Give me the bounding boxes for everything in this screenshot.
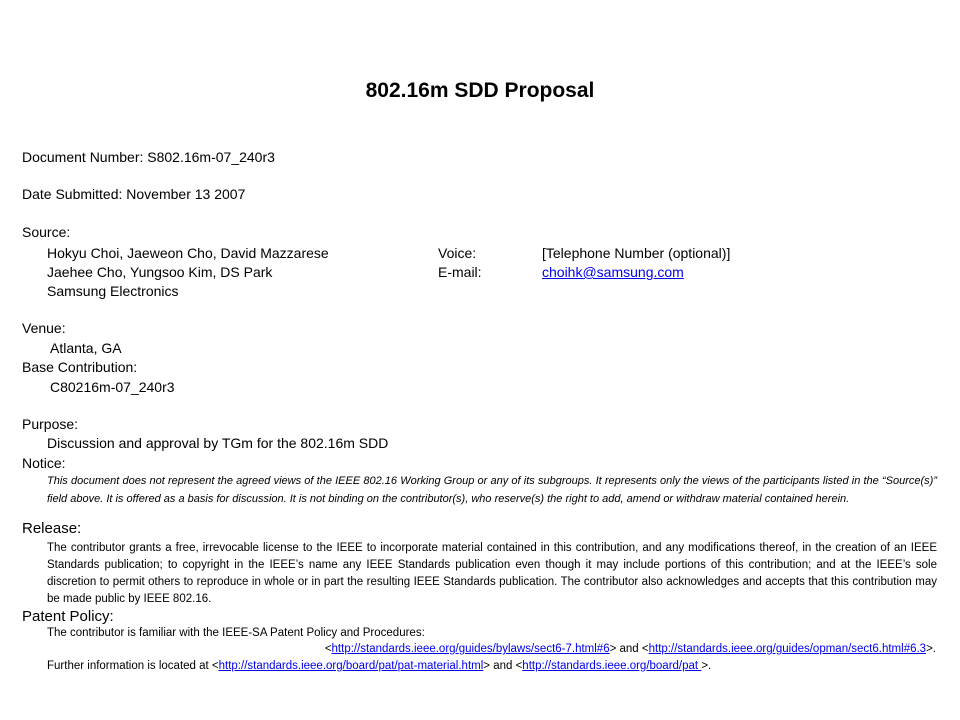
release-text: The contributor grants a free, irrevocable license to the IEEE to incorporate material contained in this contribution, and any modifications thereof, in the creation of an IEEE Standards publication; to copyright in the IEEE’s name any IEEE Standards publication even though it may include portions of this contribution; and at the IEEE’s sole discretion to permit others to reproduce in whole or in part the resulting IEEE Standards publication. The contributor also acknowledges and accepts that this contribution may be made public by IEEE 802.16. <box>47 542 937 605</box>
links-mid: > and < <box>609 643 649 655</box>
purpose-heading: Purpose: <box>22 416 79 432</box>
source-heading: Source: <box>22 224 71 240</box>
source-organization: Samsung Electronics <box>47 283 179 299</box>
further-info-prefix: Further information is located at < <box>47 660 219 672</box>
voice-label: Voice: <box>438 245 477 261</box>
email-label: E-mail: <box>438 264 482 280</box>
venue-value: Atlanta, GA <box>50 340 122 356</box>
bylaws-link[interactable]: http://standards.ieee.org/guides/bylaws/sect6-7.html#6 <box>331 643 610 655</box>
base-contribution-value: C80216m-07_240r3 <box>50 379 175 395</box>
links-suffix: >. <box>926 643 936 655</box>
board-pat-link[interactable]: http://standards.ieee.org/board/pat <box>522 660 702 672</box>
pat-material-link[interactable]: http://standards.ieee.org/board/pat/pat-material.html <box>218 660 484 672</box>
patent-policy-intro: The contributor is familiar with the IEEE-SA Patent Policy and Procedures: <box>47 627 425 639</box>
further-info-suffix: >. <box>701 660 712 672</box>
source-authors-line-1: Hokyu Choi, Jaeweon Cho, David Mazzarese <box>47 245 329 261</box>
voice-value: [Telephone Number (optional)] <box>542 245 731 261</box>
notice-text: This document does not represent the agreed views of the IEEE 802.16 Working Group or any of its subgroups. It represents only the views of the participants listed in the “Source(s)” field above. It is offered as a basis for discussion. It is not binding on the contributor(s), who reserve(s) the right to add, amend or withdraw material contained herein. <box>47 475 937 505</box>
base-contribution-heading: Base Contribution: <box>22 359 138 375</box>
venue-heading: Venue: <box>22 320 66 336</box>
source-authors-line-2: Jaehee Cho, Yungsoo Kim, DS Park <box>47 264 273 280</box>
email-link[interactable]: choihk@samsung.com <box>542 264 684 280</box>
links-prefix: < <box>324 643 332 655</box>
further-info-line <box>47 660 711 672</box>
patent-policy-links-line <box>0 643 936 655</box>
further-info-mid: > and < <box>483 660 523 672</box>
date-submitted: Date Submitted: November 13 2007 <box>22 186 246 202</box>
purpose-value: Discussion and approval by TGm for the 802.16m SDD <box>47 435 389 451</box>
patent-policy-heading: Patent Policy: <box>22 608 114 625</box>
notice-heading: Notice: <box>22 455 66 471</box>
document-title: 802.16m SDD Proposal <box>365 79 595 102</box>
document-number: Document Number: S802.16m-07_240r3 <box>22 149 275 165</box>
release-heading: Release: <box>22 520 82 537</box>
opman-link[interactable]: http://standards.ieee.org/guides/opman/sect6.html#6.3 <box>648 643 927 655</box>
